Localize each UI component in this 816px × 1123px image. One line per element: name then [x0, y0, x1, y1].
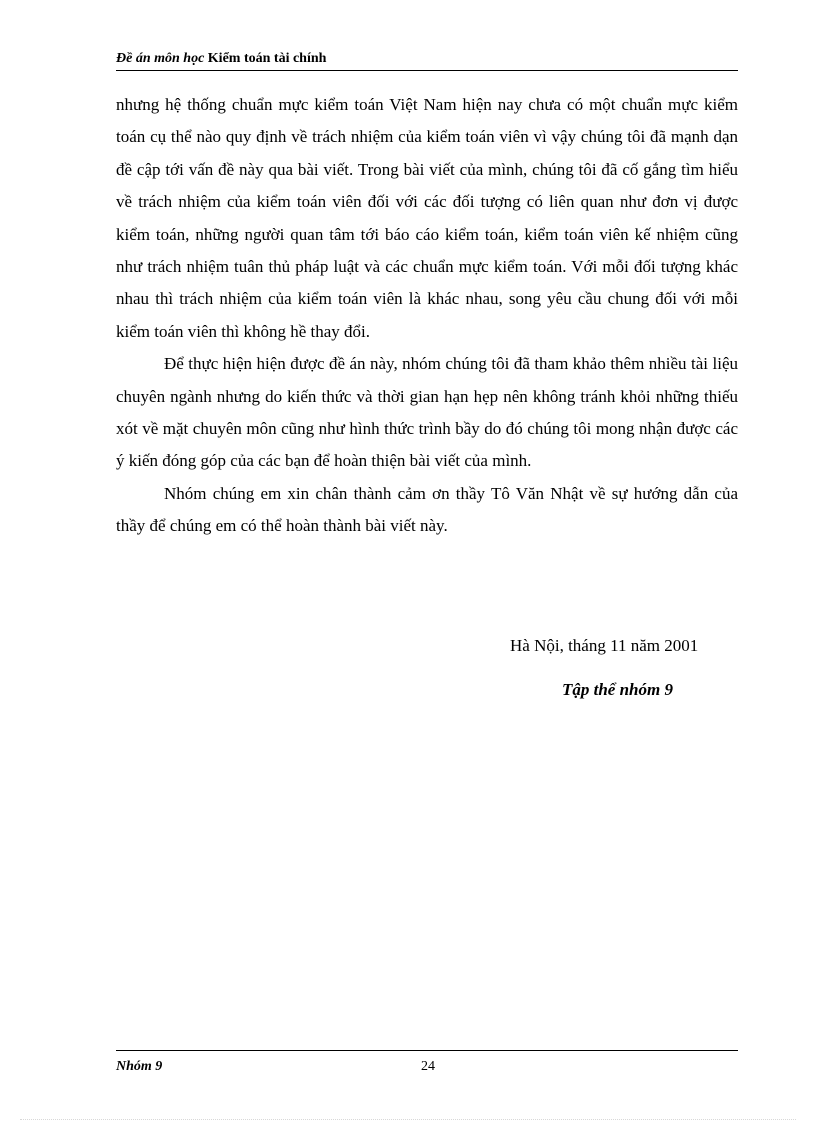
- header-course-label: Đề án môn học: [116, 51, 205, 66]
- footer-group-name: Nhóm 9: [116, 1059, 163, 1074]
- header-divider: [116, 70, 738, 71]
- header-subject-title: Kiểm toán tài chính: [207, 51, 327, 66]
- signature-place-date: Hà Nội, tháng 11 năm 2001: [510, 636, 699, 655]
- body-text: [116, 89, 738, 543]
- paragraph-references: Để thực hiện hiện được đề án này, nhóm chúng tôi đã tham khảo thêm nhiều tài liệu chuyên ngành nhưng do kiến thức và thời gian hạn hẹp nên không tránh khỏi những thiếu xót về mặt chuyên môn cũng như hình thức trình bầy do đó chúng tôi mong nhận được các ý kiến đóng góp của các bạn để hoàn thiện bài viết của mình.: [116, 354, 738, 471]
- running-header: [116, 50, 738, 68]
- footer-divider: [116, 1050, 738, 1051]
- page-number: 24: [421, 1059, 435, 1074]
- paragraph-acknowledgement: Nhóm chúng em xin chân thành cảm ơn thầy Tô Văn Nhật về sự hướng dẫn của thầy để chúng em có thể hoàn thành bài viết này.: [116, 483, 738, 536]
- signature-group-name: Tập thể nhóm 9: [562, 680, 673, 699]
- paragraph-continuation: nhưng hệ thống chuẩn mực kiểm toán Việt Nam hiện nay chưa có một chuẩn mực kiểm toán cụ thể nào quy định về trách nhiệm của kiểm toán viên vì vậy chúng tôi đã mạnh dạn đề cập tới vấn đề này qua bài viết. Trong bài viết của mình, chúng tôi đã cố gắng tìm hiểu về trách nhiệm của kiểm toán viên đối với các đối tượng có liên quan như đơn vị được kiểm toán, những người quan tâm tới báo cáo kiểm toán, kiểm toán viên kế nhiệm cũng như trách nhiệm tuân thủ pháp luật và các chuẩn mực kiểm toán. Với mỗi đối tượng khác nhau thì trách nhiệm của kiểm toán viên là khác nhau, song yêu cầu chung đối với mỗi kiểm toán viên thì không hề thay đổi.: [116, 95, 738, 341]
- page-bottom-edge: [20, 1119, 796, 1120]
